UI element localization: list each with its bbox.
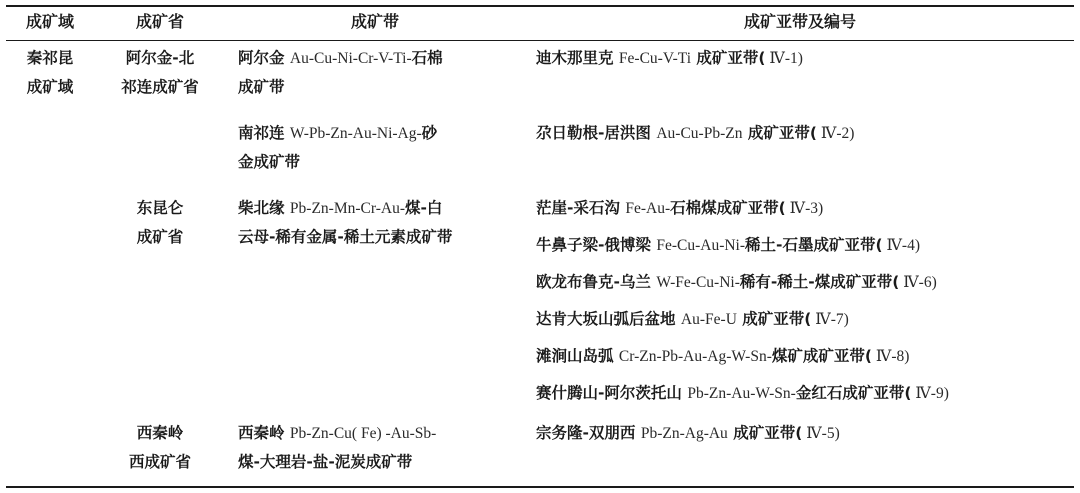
belt-3-name: 柴北缘 <box>238 199 285 217</box>
subbelt-9-name: 宗务隆-双朋西 <box>536 424 636 442</box>
table-bottom-rule <box>6 486 1074 488</box>
subbelt-5-suffix: 稀有-稀土-煤成矿亚带( <box>739 273 900 291</box>
belt-2-line-1 <box>238 123 437 152</box>
subbelt-row-8 <box>536 383 949 404</box>
subbelt-row-7 <box>536 346 909 367</box>
subbelt-6-elements: Au-Fe-U <box>680 311 737 328</box>
subbelt-1-code: Ⅳ-1) <box>765 50 803 67</box>
header-belt: 成矿带 <box>350 12 399 31</box>
belt-cell-4 <box>238 423 436 481</box>
belt-2-name: 南祁连 <box>238 124 285 142</box>
province-2-line-2: 成矿省 <box>136 228 184 246</box>
province-cell-3 <box>105 423 215 481</box>
belt-3-line-2: 云母-稀有金属-稀土元素成矿带 <box>238 228 453 246</box>
belt-2-tail: 砂 <box>421 124 438 142</box>
subbelt-5-elements: W-Fe-Cu-Ni- <box>656 274 740 291</box>
belt-2-elements: W-Pb-Zn-Au-Ni-Ag- <box>289 125 422 142</box>
subbelt-row-2 <box>536 123 854 144</box>
subbelt-6-name: 达肯大坂山弧后盆地 <box>536 310 676 328</box>
subbelt-row-9 <box>536 423 840 444</box>
province-3-line-2: 西成矿省 <box>128 453 191 471</box>
subbelt-9-code: Ⅳ-5) <box>802 425 840 442</box>
subbelt-2-elements: Au-Cu-Pb-Zn <box>656 125 743 142</box>
subbelt-9-suffix: 成矿亚带( <box>733 424 803 442</box>
subbelt-8-elements: Pb-Zn-Au-W-Sn- <box>687 385 796 402</box>
subbelt-6-suffix: 成矿亚带( <box>742 310 812 328</box>
subbelt-row-4 <box>536 235 920 256</box>
subbelt-2-name: 尕日勒根-居洪图 <box>536 124 651 142</box>
domain-line-2: 成矿域 <box>26 78 74 96</box>
belt-3-line-1 <box>238 198 452 227</box>
belt-1-line-2: 成矿带 <box>238 78 285 96</box>
belt-2-line-2: 金成矿带 <box>238 153 301 171</box>
belt-cell-3 <box>238 198 452 256</box>
subbelt-9-elements: Pb-Zn-Ag-Au <box>640 425 728 442</box>
belt-4-name: 西秦岭 <box>238 424 285 442</box>
subbelt-7-elements: Cr-Zn-Pb-Au-Ag-W-Sn- <box>618 348 772 365</box>
subbelt-4-suffix: 稀土-石墨成矿亚带( <box>745 236 883 254</box>
subbelt-4-name: 牛鼻子梁-俄博梁 <box>536 236 651 254</box>
subbelt-6-code: Ⅳ-7) <box>811 311 849 328</box>
subbelt-3-suffix: 石棉煤成矿亚带( <box>670 199 786 217</box>
subbelt-8-name: 赛什腾山-阿尔茨托山 <box>536 384 682 402</box>
subbelt-4-elements: Fe-Cu-Au-Ni- <box>656 237 746 254</box>
belt-4-line-2: 煤-大理岩-盐-泥炭成矿带 <box>238 453 413 471</box>
belt-cell-1 <box>238 48 443 106</box>
table-header-rule <box>6 40 1074 41</box>
header-subbelt: 成矿亚带及编号 <box>743 12 856 31</box>
province-1-line-2: 祁连成矿省 <box>121 78 199 96</box>
belt-4-line-1 <box>238 423 436 452</box>
province-cell-1 <box>105 48 215 106</box>
subbelt-3-code: Ⅳ-3) <box>785 200 824 217</box>
belt-1-tail: 石棉 <box>411 49 443 67</box>
belt-3-tail: 煤-白 <box>404 199 443 217</box>
subbelt-5-name: 欧龙布鲁克-乌兰 <box>536 273 651 291</box>
belt-cell-2 <box>238 123 437 181</box>
belt-3-elements: Pb-Zn-Mn-Cr-Au- <box>289 200 405 217</box>
subbelt-7-code: Ⅳ-8) <box>871 348 910 365</box>
subbelt-2-code: Ⅳ-2) <box>816 125 855 142</box>
header-province: 成矿省 <box>135 12 184 31</box>
subbelt-row-5 <box>536 272 937 293</box>
domain-line-1: 秦祁昆 <box>26 49 74 67</box>
subbelt-3-name: 茫崖-采石沟 <box>536 199 620 217</box>
province-cell-2 <box>105 198 215 256</box>
subbelt-2-suffix: 成矿亚带( <box>747 124 817 142</box>
belt-1-line-1 <box>238 48 443 77</box>
subbelt-8-code: Ⅳ-9) <box>911 385 949 402</box>
subbelt-7-suffix: 煤矿成矿亚带( <box>771 347 872 365</box>
domain-cell <box>10 48 90 106</box>
belt-1-name: 阿尔金 <box>238 49 285 67</box>
subbelt-1-suffix: 成矿亚带( <box>696 49 766 67</box>
province-3-line-1: 西秦岭 <box>136 424 184 442</box>
header-domain: 成矿域 <box>25 12 74 31</box>
subbelt-row-3 <box>536 198 823 219</box>
subbelt-row-1 <box>536 48 803 69</box>
subbelt-5-code: Ⅳ-6) <box>899 274 937 291</box>
subbelt-3-elements: Fe-Au- <box>625 200 671 217</box>
subbelt-1-elements: Fe-Cu-V-Ti <box>618 50 691 67</box>
subbelt-7-name: 滩涧山岛弧 <box>536 347 614 365</box>
subbelt-1-name: 迪木那里克 <box>536 49 614 67</box>
table-top-rule <box>6 5 1074 7</box>
subbelt-8-suffix: 金红石成矿亚带( <box>795 384 912 402</box>
belt-4-elements: Pb-Zn-Cu( Fe) -Au-Sb- <box>289 425 437 442</box>
subbelt-4-code: Ⅳ-4) <box>882 237 920 254</box>
belt-1-elements: Au-Cu-Ni-Cr-V-Ti- <box>289 50 412 67</box>
subbelt-row-6 <box>536 309 849 330</box>
province-2-line-1: 东昆仑 <box>136 199 184 217</box>
province-1-line-1: 阿尔金-北 <box>125 49 195 67</box>
